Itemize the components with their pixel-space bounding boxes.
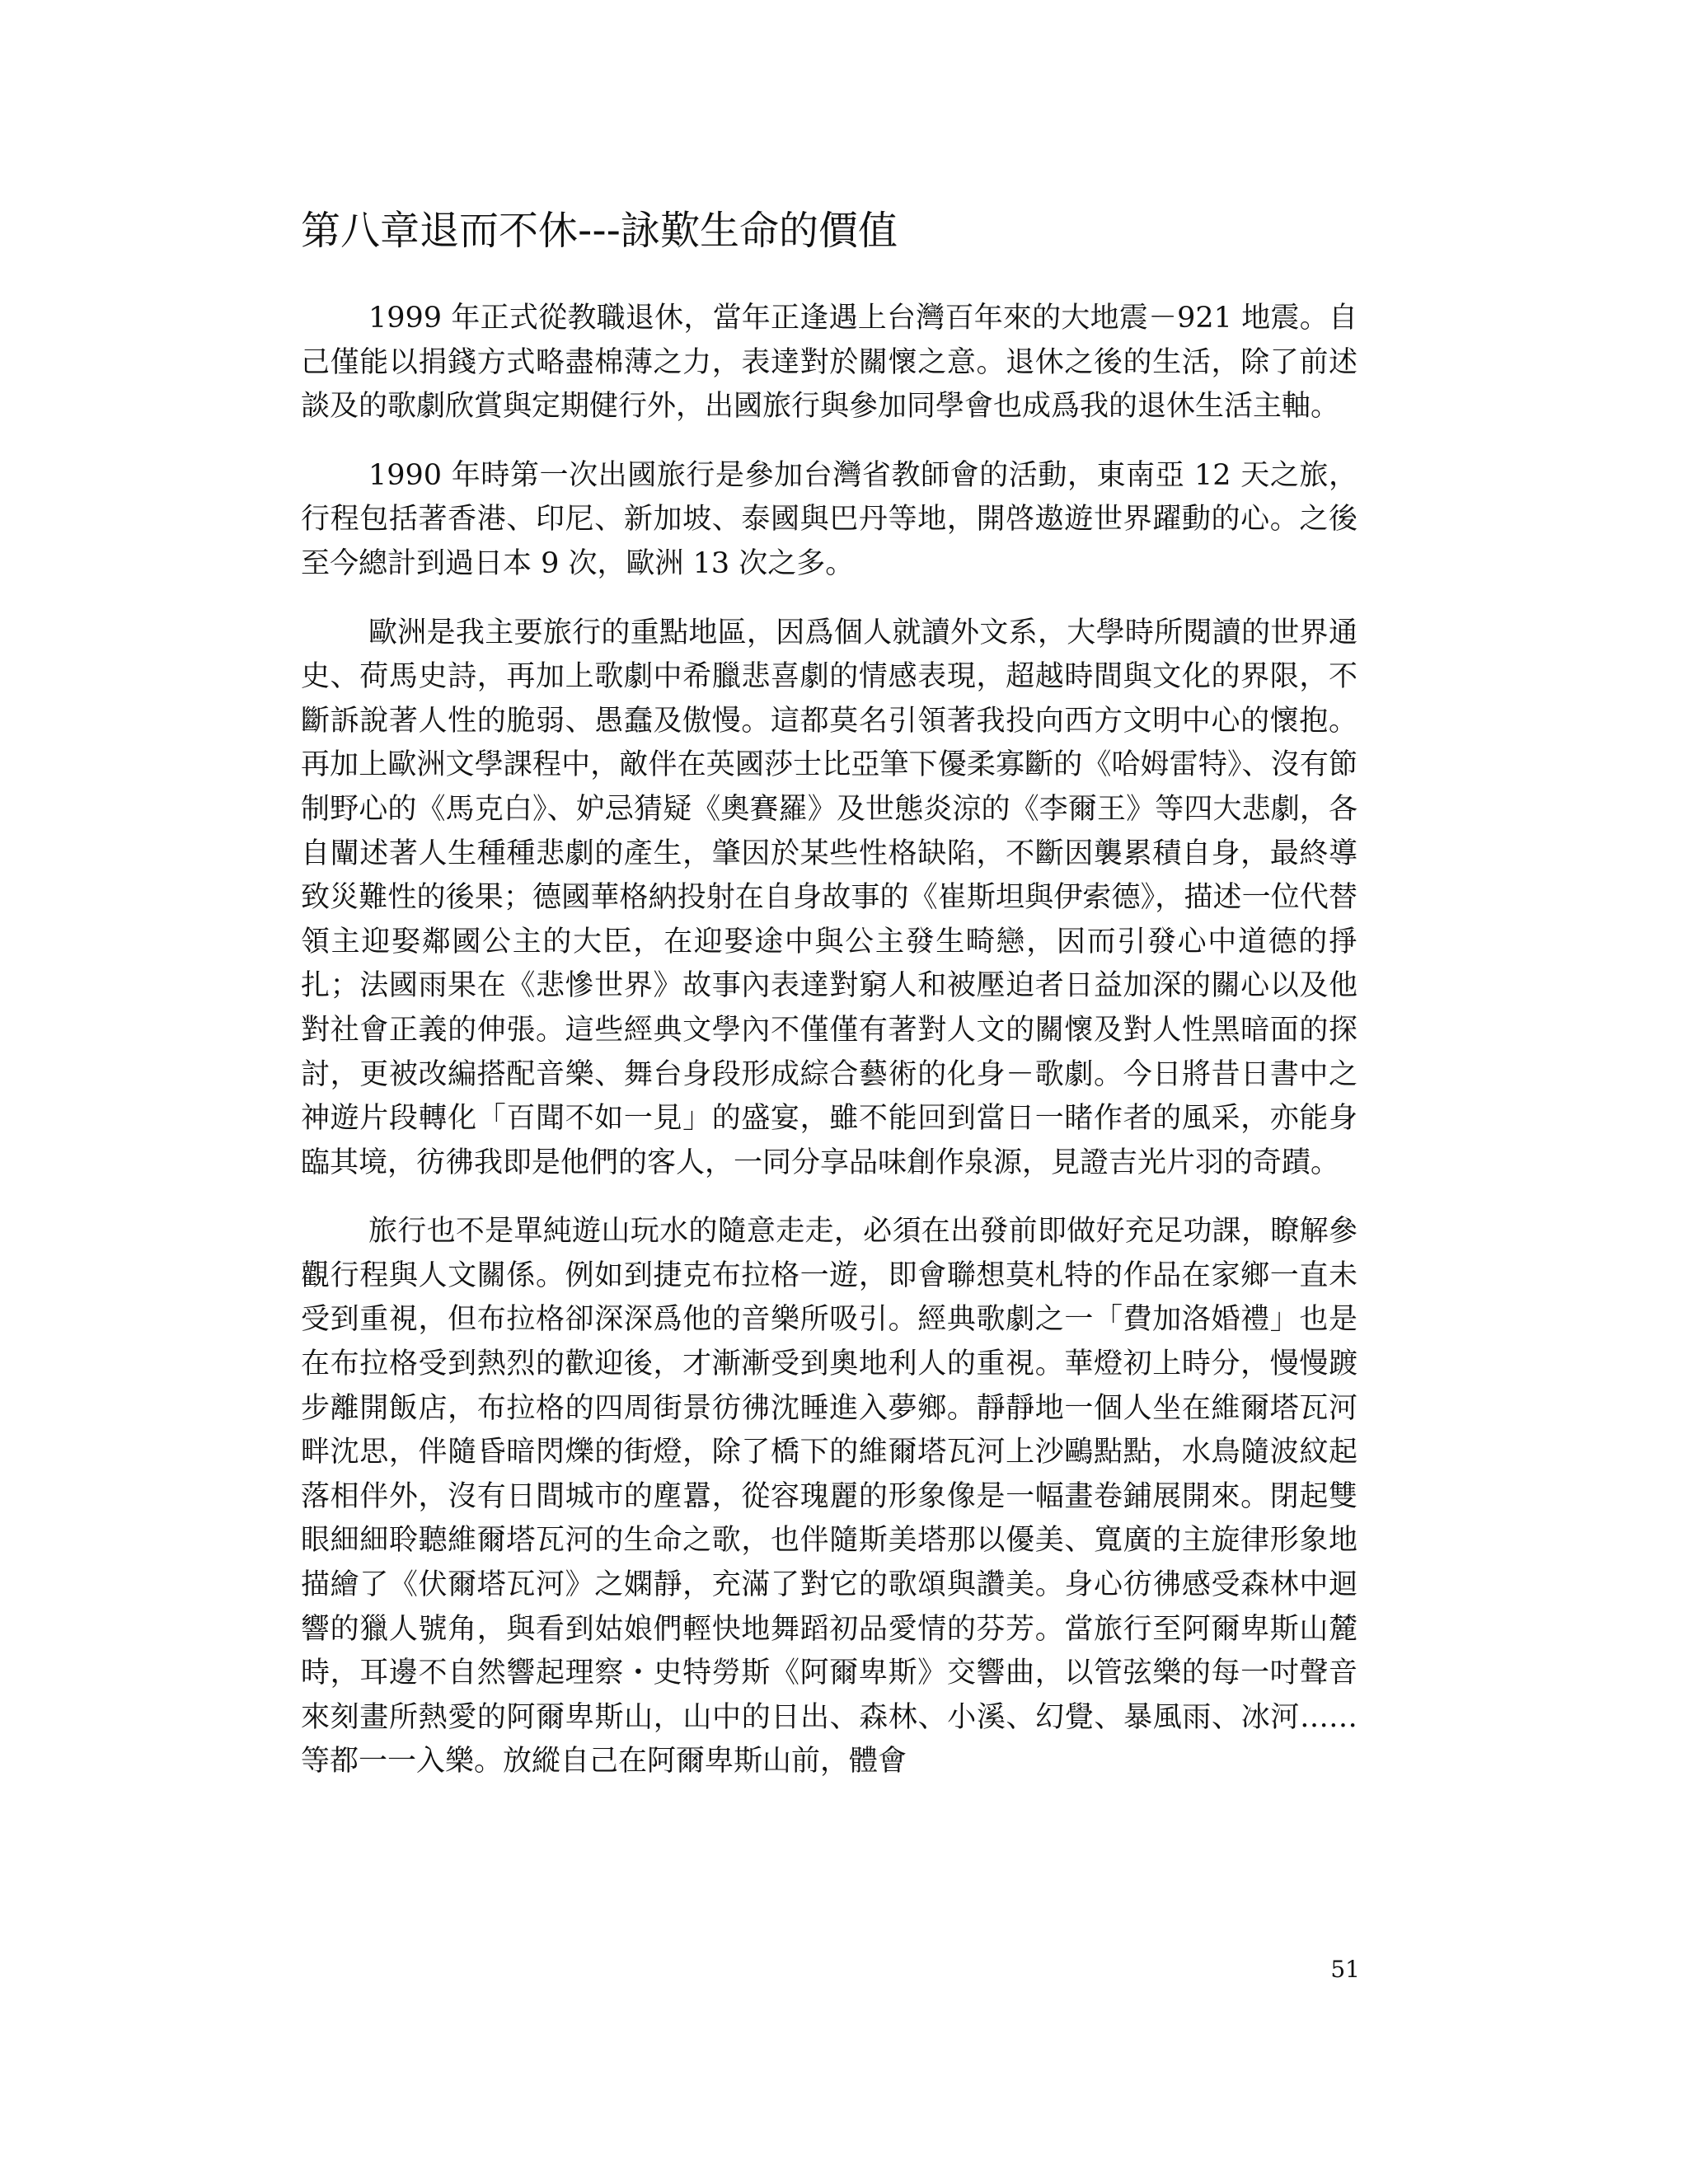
body-text: [301, 297, 1357, 1809]
paragraph-first-trip: 1990 年時第一次出國旅行是參加台灣省教師會的活動，東南亞 12 天之旅，行程包括著香港、印尼、新加坡、泰國與巴丹等地，開啓遨遊世界躍動的心。之後至今總計到過日本 9 次，歐洲 13 次之多。: [301, 458, 1357, 580]
paragraph-travel-prague: 旅行也不是單純遊山玩水的隨意走走，必須在出發前即做好充足功課，瞭解參觀行程與人文關係。例如到捷克布拉格一遊，即會聯想莫札特的作品在家鄉一直未受到重視，但布拉格卻深深爲他的音樂所吸引。經典歌劇之一「費加洛婚禮」也是在布拉格受到熱烈的歡迎後，才漸漸受到奧地利人的重視。華燈初上時分，慢慢踱步離開飯店，布拉格的四周街景彷彿沈睡進入夢鄉。靜靜地一個人坐在維爾塔瓦河畔沈思，伴隨昏暗閃爍的街燈，除了橋下的維爾塔瓦河上沙鷗點點，水鳥隨波紋起落相伴外，沒有日間城市的塵囂，從容瑰麗的形象像是一幅畫卷鋪展開來。閉起雙眼細細聆聽維爾塔瓦河的生命之歌，也伴隨斯美塔那以優美、寬廣的主旋律形象地描繪了《伏爾塔瓦河》之嫻靜，充滿了對它的歌頌與讚美。身心彷彿感受森林中迴響的獵人號角，與看到姑娘們輕快地舞蹈初品愛情的芬芳。當旅行至阿爾卑斯山麓時，耳邊不自然響起理察・史特勞斯《阿爾卑斯》交響曲，以管弦樂的每一吋聲音來刻畫所熱愛的阿爾卑斯山，山中的日出、森林、小溪、幻覺、暴風雨、冰河……等都一一入樂。放縱自己在阿爾卑斯山前，體會: [301, 1215, 1357, 1779]
paragraph-retirement: 1999 年正式從教職退休，當年正逢遇上台灣百年來的大地震－921 地震。自己僅能以捐錢方式略盡棉薄之力，表達對於關懷之意。退休之後的生活，除了前述談及的歌劇欣賞與定期健行外，出國旅行與參加同學會也成爲我的退休生活主軸。: [301, 302, 1357, 424]
page-number: 51: [1330, 1956, 1360, 1983]
chapter-title: 第八章退而不休---詠歎生命的價值: [301, 208, 898, 254]
paragraph-europe-literature: 歐洲是我主要旅行的重點地區，因爲個人就讀外文系，大學時所閱讀的世界通史、荷馬史詩，再加上歌劇中希臘悲喜劇的情感表現，超越時間與文化的界限，不斷訴說著人性的脆弱、愚蠢及傲慢。這都莫名引領著我投向西方文明中心的懷抱。再加上歐洲文學課程中，敵伴在英國莎士比亞筆下優柔寡斷的《哈姆雷特》、沒有節制野心的《馬克白》、妒忌猜疑《奧賽羅》及世態炎涼的《李爾王》等四大悲劇，各自闡述著人生種種悲劇的產生，肇因於某些性格缺陷，不斷因襲累積自身，最終導致災難性的後果；德國華格納投射在自身故事的《崔斯坦與伊索德》，描述一位代替領主迎娶鄰國公主的大臣，在迎娶途中與公主發生畸戀，因而引發心中道德的掙扎；法國雨果在《悲慘世界》故事內表達對窮人和被壓迫者日益加深的關心以及他對社會正義的伸張。這些經典文學內不僅僅有著對人文的關懷及對人性黑暗面的探討，更被改編搭配音樂、舞台身段形成綜合藝術的化身－歌劇。今日將昔日書中之神遊片段轉化「百聞不如一見」的盛宴，雖不能回到當日一睹作者的風采，亦能身臨其境，彷彿我即是他們的客人，一同分享品味創作泉源，見證吉光片羽的奇蹟。: [301, 616, 1357, 1179]
